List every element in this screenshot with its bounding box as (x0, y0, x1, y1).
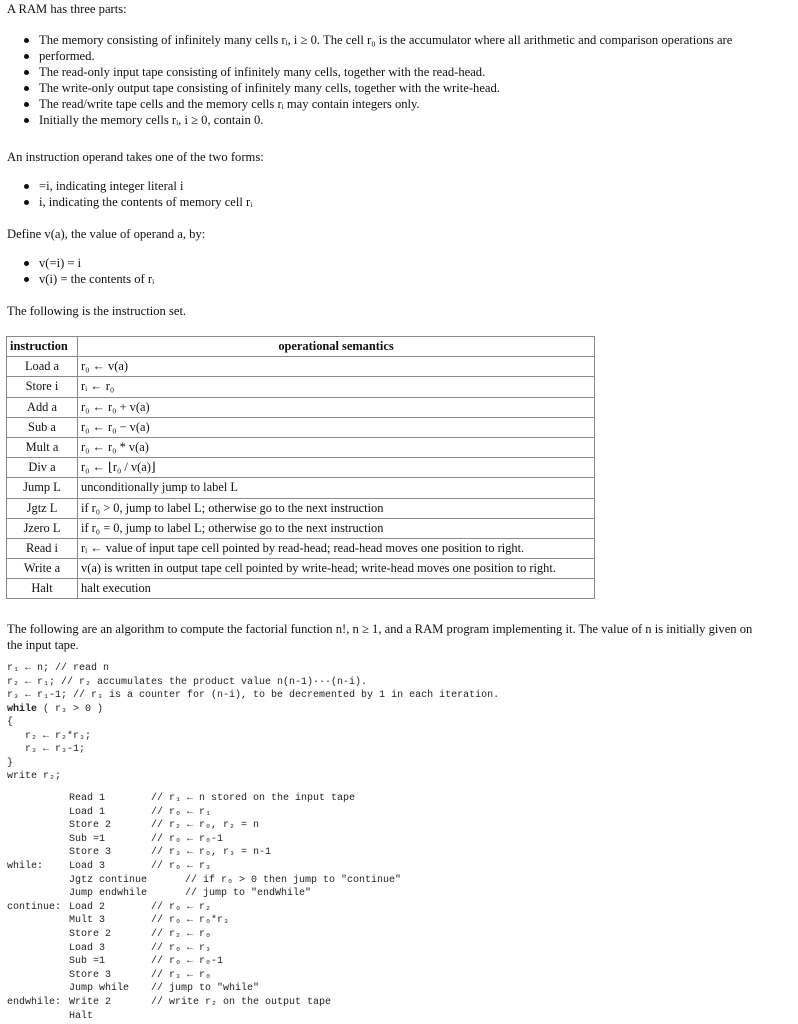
semantics-cell: r₀ ← r₀ + v(a) (78, 397, 595, 417)
program-comment: // write r₂ on the output tape (151, 996, 332, 1008)
program-instruction: Store 2 (69, 928, 112, 940)
instruction-cell: Div a (7, 458, 78, 478)
define-list (0, 255, 154, 287)
semantics-cell: rᵢ ← r₀ (78, 377, 595, 397)
program-instruction: Load 3 (69, 860, 106, 872)
semantics-cell: r₀ ← r₀ − v(a) (78, 417, 595, 437)
program-instruction: Store 3 (69, 847, 112, 859)
semantics-cell: r₀ ← ⌊r₀ / v(a)⌋ (78, 458, 595, 478)
instruction-set-table (6, 336, 595, 599)
semantics-cell: r₀ ← v(a) (78, 357, 595, 377)
list-item: v(=i) = i (0, 255, 154, 271)
table-row (7, 397, 595, 417)
instruction-cell: Jzero L (7, 518, 78, 538)
instruction-cell: Jump L (7, 478, 78, 498)
program-comment: // r₀ ← r₀-1 (151, 956, 224, 968)
semantics-cell: r₀ ← r₀ * v(a) (78, 437, 595, 457)
column-header-semantics: operational semantics (78, 337, 595, 357)
program-instruction: Write 2 (69, 996, 112, 1008)
program-comment: // jump to "while" (151, 983, 260, 995)
semantics-cell: if r₀ = 0, jump to label L; otherwise go to the next instruction (78, 518, 595, 538)
factorial-intro-cont: the input tape. (7, 638, 79, 652)
code-line: { (7, 717, 14, 728)
define-intro: Define v(a), the value of operand a, by: (7, 227, 206, 241)
program-instruction: Mult 3 (69, 915, 106, 927)
program-comment: // r₂ ← r₀ (151, 928, 212, 940)
instruction-cell: Sub a (7, 417, 78, 437)
program-instruction: Store 2 (69, 820, 112, 832)
while-keyword: while (7, 703, 38, 715)
ram-parts-list (0, 32, 732, 128)
code-line: } (7, 757, 14, 769)
list-item: Initially the memory cells rᵢ, i ≥ 0, contain 0. (0, 112, 732, 128)
list-item: The memory consisting of infinitely many cells rᵢ, i ≥ 0. The cell r₀ is the accumulator where all arithmetic and comparison operations are (0, 32, 732, 48)
list-item: The read-only input tape consisting of infinitely many cells, together with the read-head. (0, 64, 732, 80)
list-item: =i, indicating integer literal i (0, 178, 252, 194)
program-instruction: Load 2 (69, 901, 106, 913)
program-instruction: Read 1 (69, 793, 106, 804)
program-instruction: Halt (69, 1010, 94, 1022)
program-instruction: Jump while (69, 983, 130, 995)
table-row (7, 478, 595, 498)
program-instruction: Store 3 (69, 969, 112, 981)
list-item: v(i) = the contents of rᵢ (0, 271, 154, 287)
program-instruction: Jump endwhile (69, 888, 148, 900)
program-instruction: Load 1 (69, 806, 106, 818)
program-instruction: Sub =1 (69, 956, 106, 968)
program-comment: // r₃ ← r₀, r₃ = n-1 (151, 847, 272, 859)
operand-forms-list (0, 178, 252, 210)
code-line: r₁ ← n; // read n (7, 663, 110, 674)
operand-intro: An instruction operand takes one of the two forms: (7, 150, 264, 164)
program-comment: // r₀ ← r₁ (151, 806, 212, 818)
algorithm-code (7, 662, 499, 784)
table-row (7, 357, 595, 377)
list-item-continuation: performed. (0, 48, 732, 64)
factorial-intro: The following are an algorithm to compute the factorial function n!, n ≥ 1, and a RAM program implementing it. The value of n is initially given on (7, 622, 753, 636)
table-row (7, 377, 595, 397)
instruction-cell: Mult a (7, 437, 78, 457)
program-comment: // r₁ ← n stored on the input tape (151, 793, 356, 804)
semantics-cell: v(a) is written in output tape cell pointed by write-head; write-head moves one position to right. (78, 559, 595, 579)
program-instruction: Load 3 (69, 942, 106, 954)
table-row (7, 498, 595, 518)
instruction-cell: Write a (7, 559, 78, 579)
instruction-cell: Read i (7, 538, 78, 558)
code-line: write r₂; (7, 771, 62, 782)
table-row (7, 579, 595, 599)
instruction-cell: Add a (7, 397, 78, 417)
program-comment: // if r₀ > 0 then jump to "continue" (185, 874, 402, 886)
program-comment: // r₀ ← r₀*r₃ (151, 915, 230, 927)
table-row (7, 458, 595, 478)
semantics-cell: halt execution (78, 579, 595, 599)
program-comment: // r₂ ← r₀, r₂ = n (151, 820, 260, 832)
list-item: The read/write tape cells and the memory cells rᵢ may contain integers only. (0, 96, 732, 112)
code-line: r₂ ← r₂*r₃; (7, 730, 92, 742)
program-comment: // r₀ ← r₀-1 (151, 833, 224, 845)
program-label: continue: (7, 901, 62, 913)
program-comment: // r₀ ← r₂ (151, 901, 212, 913)
list-item: i, indicating the contents of memory cell rᵢ (0, 194, 252, 210)
column-header-instruction: instruction (7, 337, 78, 357)
table-header-row (7, 337, 595, 357)
intro-text: A RAM has three parts: (7, 2, 127, 16)
code-line: r₃ ← r₃-1; (7, 744, 86, 755)
program-comment: // r₀ ← r₃ (151, 860, 212, 872)
table-row (7, 437, 595, 457)
list-item: The write-only output tape consisting of infinitely many cells, together with the write-head. (0, 80, 732, 96)
program-comment: // jump to "endWhile" (185, 888, 312, 900)
instruction-cell: Load a (7, 357, 78, 377)
code-line: while ( r₃ > 0 ) (7, 703, 104, 715)
instruction-cell: Halt (7, 579, 78, 599)
program-comment: // r₃ ← r₀ (151, 969, 212, 981)
program-label: while: (7, 860, 44, 872)
semantics-cell: unconditionally jump to label L (78, 478, 595, 498)
table-intro: The following is the instruction set. (7, 304, 187, 318)
table-row (7, 538, 595, 558)
program-instruction: Jgtz continue (69, 874, 148, 886)
code-line: r₂ ← r₁; // r₂ accumulates the product value n(n-1)···(n-i). (7, 676, 368, 688)
program-label: endwhile: (7, 996, 62, 1008)
instruction-cell: Jgtz L (7, 498, 78, 518)
table-row (7, 518, 595, 538)
semantics-cell: rᵢ ← value of input tape cell pointed by read-head; read-head moves one position to right. (78, 538, 595, 558)
program-instruction: Sub =1 (69, 833, 106, 845)
program-comment: // r₀ ← r₃ (151, 942, 212, 954)
table-row (7, 559, 595, 579)
instruction-cell: Store i (7, 377, 78, 397)
table-row (7, 417, 595, 437)
code-line: r₃ ← r₁-1; // r₃ is a counter for (n-i), to be decremented by 1 in each iteration. (7, 690, 500, 701)
semantics-cell: if r₀ > 0, jump to label L; otherwise go to the next instruction (78, 498, 595, 518)
